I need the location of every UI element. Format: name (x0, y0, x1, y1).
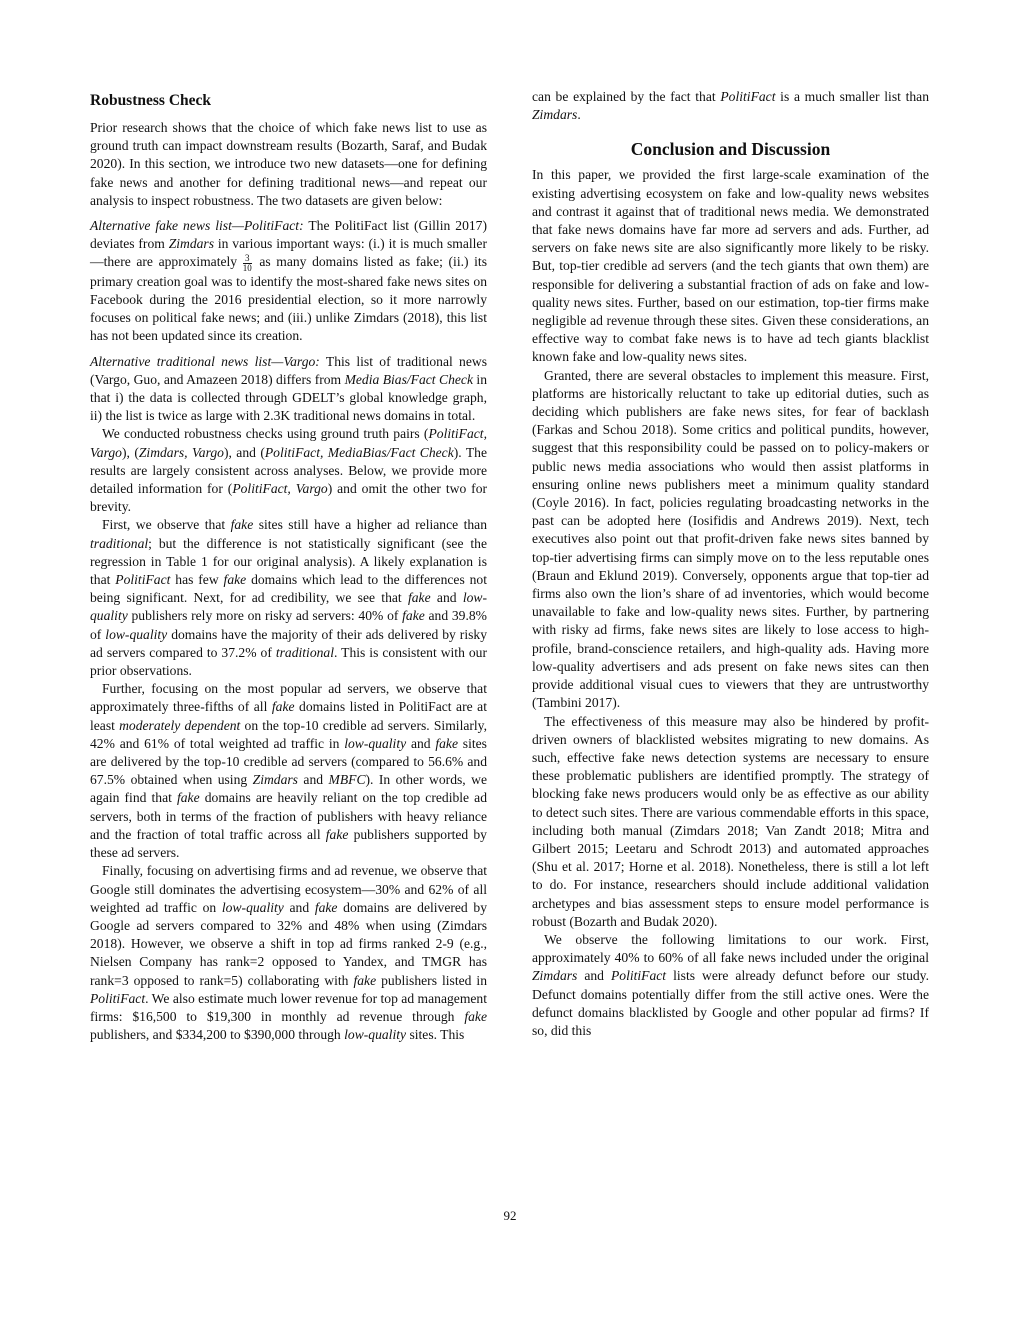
section-heading-conclusion: Conclusion and Discussion (630, 139, 831, 160)
paragraph: Alternative fake news list—PolitiFact: The PolitiFact list (Gillin 2017) deviates from Zimdars in various important ways: (i.) it is much smaller—there are approximately $\frac{3}{10}$ as many domains listed as fake; (ii.) its primary creation goal was to identify the most-shared fake news sites on Facebook during the 2016 presidential election, so it more narrowly focuses on political fake news; and (iii.) unlike Zimdars (2018), this list has not been updated since its creation. (90, 218, 487, 344)
paragraph: Prior research shows that the choice of which fake news list to use as ground truth can impact downstream results (Bozarth, Saraf, and Budak 2020). In this section, we introduce two new datasets—one for defining fake news and another for defining traditional news—and repeat our analysis to inspect robustness. The two datasets are given below: (90, 120, 487, 208)
paragraph: We conducted robustness checks using ground truth pairs (PolitiFact, Vargo), (Zimdars, Vargo), and (PolitiFact, MediaBias/Fact Check). The results are largely consistent across analyses. Below, we provide more detailed information for (PolitiFact, Vargo) and omit the other two for brevity. (90, 426, 488, 515)
paragraph: In this paper, we provided the first large-scale examination of the existing advertising ecosystem on fake and low-quality news websites and contrast it against that of traditional news media. We demonstrated that fake news domains have far more ad servers and ads. Further, ad servers on fake news site are also significantly more likely to be risky. But, top-tier credible ad servers (and the tech giants that own them) are responsible for delivering a substantial fraction of ads on fake and low-quality news sites. Further, based on our estimation, top-tier firms make negligible ad revenue through these sites. Given these considerations, an effective way to combat fake news is to have ad tech giants blacklist known fake and low-quality news sites. (532, 167, 929, 365)
paragraph: Alternative traditional news list—Vargo: This list of traditional news (Vargo, Guo, and Amazeen 2018) differs from Media Bias/Fact Check in that i) the data is collected through GDELT’s global knowledge graph, ii) the list is twice as large with 2.3K traditional news domains in total. (90, 353, 487, 424)
left-column (90, 88, 487, 1044)
paragraph: Granted, there are several obstacles to implement this measure. First, platforms are historically reluctant to take up editorial duties, such as deciding which publishers are fake news sites, for fear of backlash (Farkas and Schou 2018). Some critics and political pundits, however, suggest that this responsibility could be passed on to policy-makers or public news media associations who would then assist platforms in ensuring online news publishers meet a minimum quality standard (Coyle 2016). In fact, policies regulating broadcasting networks in the past can be adopted here (Iosifidis and Andrews 2019). Next, tech executives also point out that profit-driven fake news sites banned by top-tier advertising firms can simply move on to the less reputable ones (Braun and Eklund 2019). Conversely, opponents argue that top-tier ad firms also own the lion’s share of ad inventories, which would become unavailable to fake and low-quality news sites. Further, by partnering with risky ad firms, fake news sites are likely to lose access to high-profile, brand-conscience retailers, and high-quality ads. Having more low-quality advertisers and ads present on fake news sites can then provide additional visual cues to viewers that they are untrustworthy (Tambini 2017). (532, 367, 929, 711)
paragraph: First, we observe that fake sites still have a higher ad reliance than traditional; but the difference is not statistically significant (see the regression in Table 1 for our original analysis). A likely explanation is that PolitiFact has few fake domains which lead to the differences not being significant. Next, for ad credibility, we see that fake and low-quality publishers rely more on risky ad servers: 40% of fake and 39.8% of low-quality domains have the majority of their ads delivered by risky ad servers compared to 37.2% of traditional. This is consistent with our prior observations. (90, 517, 487, 679)
paragraph: Finally, focusing on advertising firms and ad revenue, we observe that Google still dominates the advertising ecosystem—30% and 62% of all weighted ad traffic on low-quality and fake domains are delivered by Google ad servers compared to 32% and 48% when using (Zimdars 2018). However, we observe a shift in top ad firms ranked 2-9 (e.g., Nielsen Company has rank=2 opposed to Yandex, and TMGR has rank=3 opposed to rank=5) collaborating with fake publishers listed in PolitiFact. We also estimate much lower revenue for top ad management firms: $16,500 to $19,300 in monthly ad revenue through fake publishers, and $334,200 to $390,000 through low-quality sites. This (90, 863, 487, 1043)
paragraph: Further, focusing on the most popular ad servers, we observe that approximately three-fifths of all fake domains listed in PolitiFact are at least moderately dependent on the top-10 credible ad servers. Similarly, 42% and 61% of total weighted ad traffic in low-quality and fake sites are delivered by the top-10 credible ad servers (compared to 56.6% and 67.5% obtained when using Zimdars and MBFC). In other words, we again find that fake domains are heavily reliant on the top credible ad servers, both in terms of the fraction of publishers with heavy reliance and the fraction of total traffic across all fake publishers supported by these ad servers. (90, 681, 487, 861)
right-column (532, 88, 929, 1040)
paragraph: can be explained by the fact that PolitiFact is a much smaller list than Zimdars. (532, 89, 929, 123)
fraction: $\frac{3}{10}$ (242, 252, 252, 273)
paragraph: The effectiveness of this measure may also be hindered by profit-driven owners of blacklisted websites migrating to new domains. As such, effective fake news detection systems are necessary to ensure these problematic publishers are identified promptly. The strategy of blocking fake news producers would only be as effective as our ability to detect such sites. There are various commendable efforts in this space, including both manual (Zimdars 2018; Van Zandt 2018; Mitra and Gilbert 2015; Leetaru and Schrodt 2013) and automated approaches (Shu et al. 2017; Horne et al. 2018). Nonetheless, there is still a lot left to do. For instance, researchers should include additional validation archetypes and bias assessment steps to ensure model performance is robust (Bozarth and Budak 2020). (532, 713, 929, 929)
paragraph: We observe the following limitations to our work. First, approximately 40% to 60% of all fake news included under the original Zimdars and PolitiFact lists were already defunct before our study. Defunct domains potentially differ from the still active ones. Were the defunct domains blacklisted by Google and other popular ad firms? If so, did this (532, 931, 929, 1038)
page-number: 92 (503, 1208, 517, 1223)
section-heading-robustness: Robustness Check (90, 92, 212, 109)
